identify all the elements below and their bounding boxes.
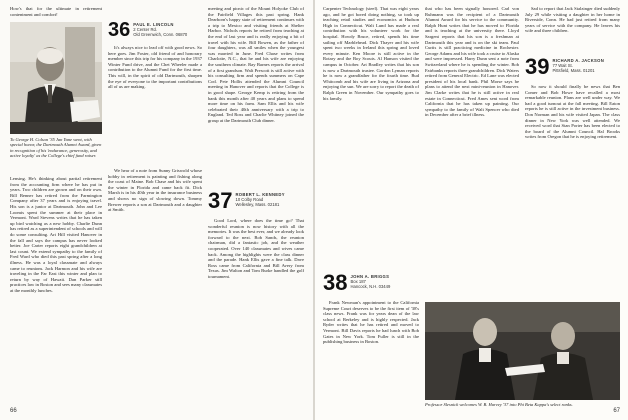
class-number: 37 — [208, 188, 233, 213]
class-39-heading — [525, 56, 604, 78]
col3-text-b: So now it should finally be news that Ben Comer and Bob Howe have recalled a most remarkable reunion. Plans are well under way. We had a good turnout at the fall meeting. Bill Eaton reports he is still active in the investment business. Don Norman and his wife visited Japan. The class dinner in New York was well attended. We received word that Stan Porter has been elected to the board of the Alumni Council. Hal Brooks writes from Oregon that he is enjoying retirement. — [525, 84, 620, 140]
class-number: 38 — [323, 270, 348, 295]
col3-top-text: Sad to report that Jack Stalzinger died suddenly July 29 while visiting a daughter in her home in Riverside, Conn. He had just retired from many years of service with the company. He leaves his wife and three children. — [525, 6, 620, 34]
col1-text-b: Frank Newman's appointment to the California Supreme Court deserves to be the first item of '38's class news. Frank was for years dean of the law school at Berkeley and is highly respected. Jack Ryder writes that he has retired and moved to Vermont. Bill Davis reports he had lunch with Bob Gates in New York. Tom Fuller is still in the publishing business in Boston. — [323, 300, 419, 345]
col1-body: Lensing. He's thinking about partial retirement from the accounting firm where he has put in years. Two children are grown and on their own. Bill Benner has retired from the Farmington Company after 37 years and is enjoying travel. His son is a junior at Dartmouth. John and Lee Loomis spent the summer at their place in Vermont. Ward Stevens writes that he has taken up bird watching as a new hobby. Charlie Dunn has retired as a superintendent of schools and will do some consulting. Art Hill visited Hanover in the fall and says the campus has never looked better. Joe Carter reports eight grandchildren at last count. We extend sympathy to the family of Fred Ward who died this past spring after a long illness. He was a loyal classmate and always came to reunions. Jack Harmon and his wife are traveling in the Far East this winter and plan to return by way of Hawaii. Dan Parker still practices law in Boston and sees many classmates at the monthly lunches. — [10, 176, 102, 293]
col2-text-a: It's always nice to lead off with good news. So here goes. Jim Foster, old friend of and honorary member since this trip for his company in the 1937 Winter Fund drive, and the Chet Wheeler made a contribution to the Alumni Fund for the first time. This will, in the spirit of old Dartmouth, sharpen the eye of everyone to the important contributions all of us are making. — [108, 45, 202, 90]
class-37-heading — [208, 190, 285, 212]
class-secretary-info: PAUL E. LINCOLN 2 Center Rd. Old Greenwich, Conn. 06870 — [133, 22, 188, 38]
col3-text-b: Good Lord, where does the time go? That wonderful reunion is now history with all the memories. It was the best ever, and we already look forward to the next. Bob Sands, the reunion chairman, did a fantastic job, and the weather cooperated. Over 140 classmates and wives came back. Among the highlights were the class dinner and the parade. Hank Ellis gave a fine talk. Dave Ross came from California and Bill Avery from Texas. Jim Walton and Tom Burke handled the golf tournament. — [208, 218, 304, 279]
col2-text-b: We hear of a note from Sunny Griswold whose hobby in retirement is painting and fishing along the coast of Maine. Bob Chase and his wife spent the winter in Florida and came back fit. Dick Marsh is in his 40th year in the insurance business and shows no sign of slowing down. Tommy Brewer reports a son at Dartmouth and a daughter at Smith. — [108, 168, 202, 213]
class-number: 39 — [525, 54, 550, 79]
class-secretary-info: ROBERT L. KENNEDY 10 Colby Road Wellesley, Mass. 02181 — [235, 192, 285, 208]
class-secretary-info: RICHARD A. JACKSON 77 Wait St. Pittsfield, Mass. 01201 — [552, 58, 605, 74]
class-36-heading — [108, 20, 187, 40]
col3-body: meeting and picnic of the Mount Holyoke Club of the Fairfield Villages this past spring. Hank Dearborn's happy state of retirement continues with a trip to Mexico and visiting friends at Shelter Harbor. Nichols reports he retired from teaching at the end of last year and is really enjoying a bit of travel with his wife. Bill Bowen, as the father of four daughters, was all smiles when the youngest was married in June. Fred Chase writes from Charlotte, N.C., that he and his wife are enjoying the southern climate. Ray Barnes reports the arrival of a first grandson. Walt Prescott is still active with his consulting firm and spends summers on Cape Cod. Pete Hollis attended the Alumni Council meeting in Hanover and reports that the College is in good shape. George Kemp is retiring from the bank this month after 40 years and plans to spend more time on his farm. Sam Ellis and his wife celebrated their 40th anniversary with a trip to England. Ted Ross and Charlie Whitney joined the group at the Dartmouth Club dinner. — [208, 6, 304, 123]
col1-body: Carpenter Technology (steel). That was eight years ago, and he got bored doing nothing, so took up teaching retail studies and economics at Hudson High in Connecticut. Walt Lund has made a real contribution with his volunteer work for the hospital. Howdy Bruce, retired, spends his time sailing off Marblehead. Dick Thayer and his wife spent two weeks in Ireland this spring and loved every minute. Ken Moore is still active in the Rotary and the Boy Scouts. Al Hanson visited the campus in October. Art Bradley writes that his son is now a Dartmouth trustee. Gordon Lyman reports he is now a grandfather for the fourth time. Bud Whitcomb and his wife are living in Arizona and enjoying the sun. We are sorry to report the death of Ralph Green in November. Our sympathy goes to his family. — [323, 6, 419, 101]
page-number-left: 66 — [10, 408, 17, 414]
left-page — [0, 0, 313, 420]
portrait-image-icon — [10, 22, 102, 134]
photo-colson — [10, 22, 102, 134]
col2-body: that who has been signally honored. Carl von Ruhmann was the recipient of a Dartmouth Alumni Award for his service to the community. Ralph Hunt writes that he has moved to Florida and is teaching at the university there. Lloyd Sargent reports that his son is a freshman at Dartmouth this year and is on the ski team. Paul Curtis is still practicing medicine in Rochester. George Adams and his wife took a cruise to Alaska and were impressed. Harry Dunn sent a note from Switzerland where he is spending the winter. Bob Fairbanks reports three grandchildren. Dick Waters retired from General Electric. Ed Lane was elected president of his local bank. Phil Morse says he plans to attend the next mini-reunion in Hanover. Jim Clarke writes that he is still active in real estate in Connecticut. Fred Ames sent word from California that he has taken up painting. Our sympathy to the family of Walt Spencer who died in December after a brief illness. — [425, 6, 519, 118]
col1-top-text: How's that for the ultimate in retirement contentment and comfort! — [10, 6, 102, 17]
class-38-heading — [323, 272, 390, 294]
class-number: 36 — [108, 19, 131, 41]
photo-caption: To George H. Colson '35 Jan Yane went, with special honor, the Dartmouth Alumni Award, given in recognition of his 'endurance, generosity, and active loyalty' as the College's chief fund raiser. — [10, 137, 102, 159]
ceremony-image-icon — [425, 302, 620, 400]
photo-caption: Professor Slesnick welcomes W. B. Harvey '37 into Phi Beta Kappa's select ranks. — [425, 402, 573, 407]
class-secretary-info: JOHN A. BRIGGS Box 187 Hancock, N.H. 03449 — [350, 274, 391, 290]
photo-phi-beta-kappa — [425, 302, 620, 400]
right-page — [315, 0, 628, 420]
page-number-right: 67 — [613, 408, 620, 414]
